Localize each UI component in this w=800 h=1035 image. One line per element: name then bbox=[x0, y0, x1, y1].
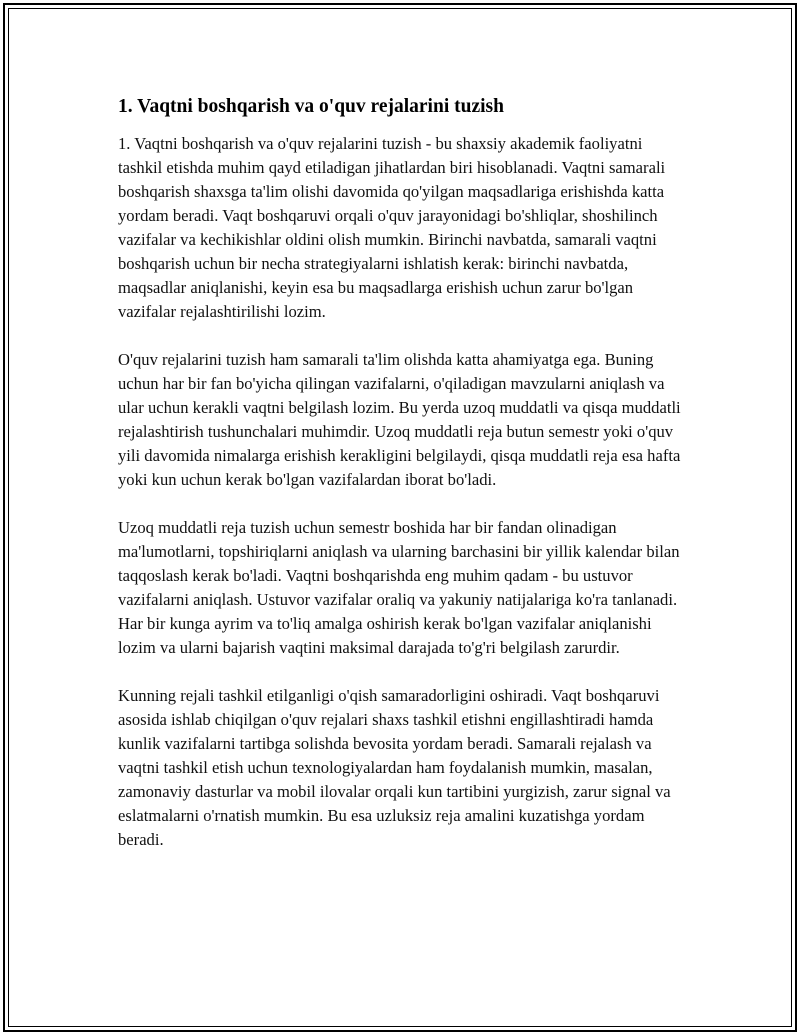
paragraph-1: 1. Vaqtni boshqarish va o'quv rejalarini tuzish - bu shaxsiy akademik faoliyatni tashkil etishda muhim qayd etiladigan jihatlardan biri hisoblanadi. Vaqtni samarali boshqarish shaxsga ta'lim olishi davomida qo'yilgan maqsadlariga erishishda katta yordam beradi. Vaqt boshqaruvi orqali o'quv jarayonidagi bo'shliqlar, shoshilinch vazifalar va kechikishlar oldini olish mumkin. Birinchi navbatda, samarali vaqtni boshqarish uchun bir necha strategiyalarni ishlatish kerak: birinchi navbatda, maqsadlar aniqlanishi, keyin esa bu maqsadlarga erishish uchun zarur bo'lgan vazifalar rejalashtirilishi lozim. bbox=[118, 134, 666, 321]
paragraph-2: O'quv rejalarini tuzish ham samarali ta'lim olishda katta ahamiyatga ega. Buning uchun har bir fan bo'yicha qilingan vazifalarni, o'qiladigan mavzularni aniqlash va ular uchun kerakli vaqtni belgilash lozim. Bu yerda uzoq muddatli va qisqa muddatli rejalashtirish tushunchalari muhimdir. Uzoq muddatli reja butun semestr yoki o'quv yili davomida nimalarga erishish kerakligini belgilaydi, qisqa muddatli reja esa hafta yoki kun uchun kerak bo'lgan vazifalardan iborat bo'ladi. bbox=[118, 350, 681, 489]
section-heading: 1. Vaqtni boshqarish va o'quv rejalarini tuzish bbox=[118, 96, 504, 117]
paragraph-4: Kunning rejali tashkil etilganligi o'qish samaradorligini oshiradi. Vaqt boshqaruvi asosida ishlab chiqilgan o'quv rejalari shaxs tashkil etishni engillashtiradi hamda kunlik vazifalarni tartibga solishda bevosita yordam beradi. Samarali rejalash va vaqtni tashkil etish uchun texnologiyalardan ham foydalanish mumkin, masalan, zamonaviy dasturlar va mobil ilovalar orqali kun tartibini yurgizish, zarur signal va eslatmalarni o'rnatish mumkin. Bu esa uzluksiz reja amalini kuzatishga yordam beradi. bbox=[118, 686, 671, 849]
document-body bbox=[118, 94, 690, 876]
paragraph-3: Uzoq muddatli reja tuzish uchun semestr boshida har bir fandan olinadigan ma'lumotlarni, topshiriqlarni aniqlash va ularning barchasini bir yillik kalendar bilan taqqoslash kerak bo'ladi. Vaqtni boshqarishda eng muhim qadam - bu ustuvor vazifalarni aniqlash. Ustuvor vazifalar oraliq va yakuniy natijalariga ko'ra tanlanadi. Har bir kunga ayrim va to'liq amalga oshirish kerak bo'lgan vazifalar aniqlanishi lozim va ularni bajarish vaqtini maksimal darajada to'g'ri belgilash zarurdir. bbox=[118, 518, 680, 657]
